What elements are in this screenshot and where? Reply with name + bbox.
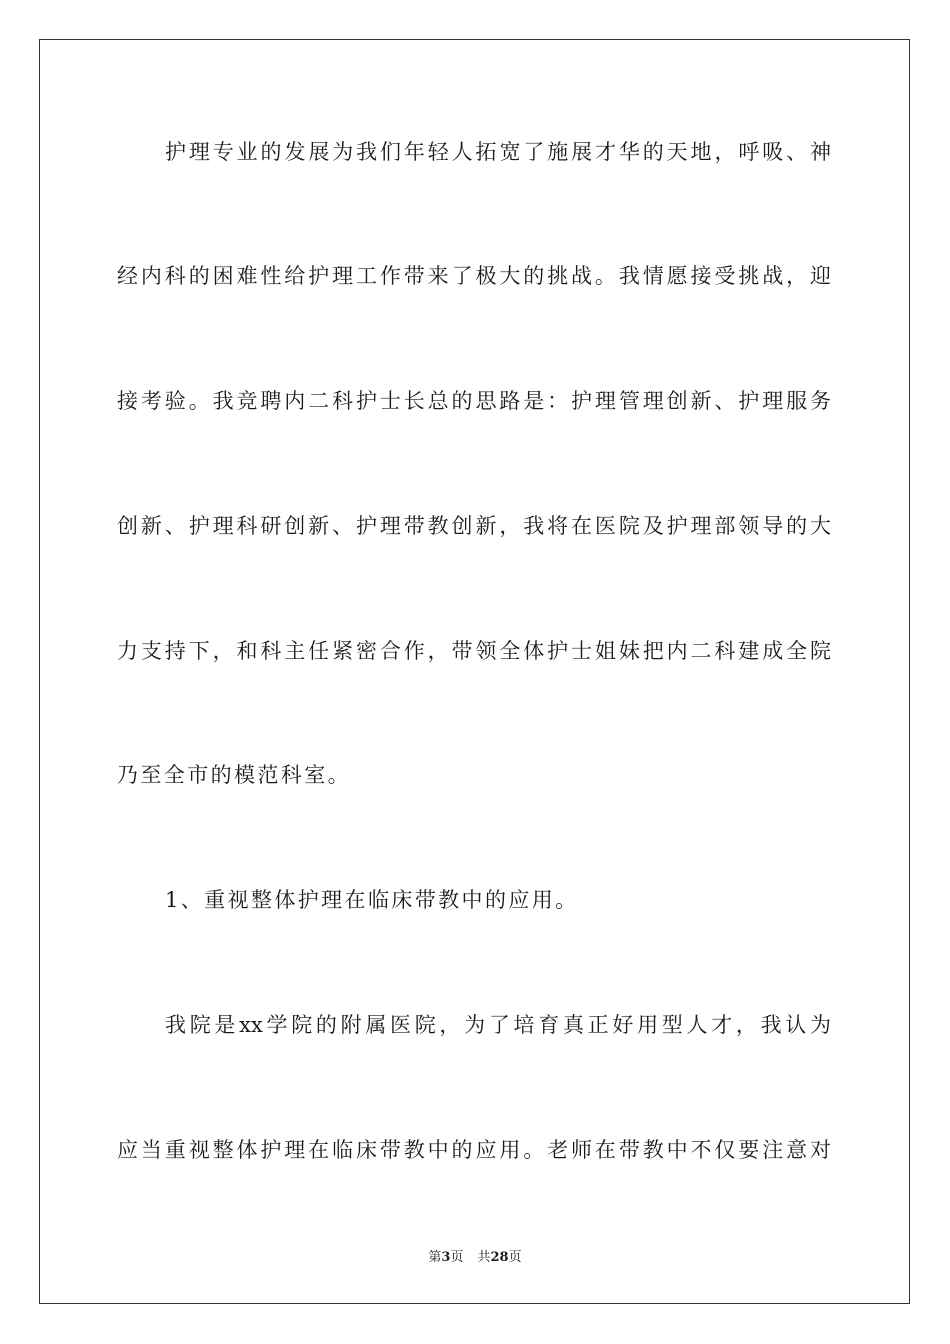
paragraph-line-5: 力支持下，和科主任紧密合作，带领全体护士姐妹把内二科建成全院 — [117, 639, 831, 663]
footer-page-number: 3 — [441, 1250, 451, 1265]
section-heading: 1、重视整体护理在临床带教中的应用。 — [165, 888, 579, 912]
paragraph-line-9: 应当重视整体护理在临床带教中的应用。老师在带教中不仅要注意对 — [117, 1138, 831, 1162]
page-footer — [0, 1249, 950, 1267]
paragraph-line-2: 经内科的困难性给护理工作带来了极大的挑战。我情愿接受挑战，迎 — [117, 264, 831, 288]
page-border — [39, 39, 910, 1304]
paragraph-line-6: 乃至全市的模范科室。 — [117, 763, 351, 787]
paragraph-line-4: 创新、护理科研创新、护理带教创新，我将在医院及护理部领导的大 — [117, 514, 831, 538]
footer-page-suffix: 页 — [450, 1250, 464, 1265]
footer-total-number: 28 — [490, 1250, 509, 1265]
paragraph-line-8: 我院是xx学院的附属医院，为了培育真正好用型人才，我认为 — [165, 1013, 831, 1037]
paragraph-line-1: 护理专业的发展为我们年轻人拓宽了施展才华的天地，呼吸、神 — [165, 140, 831, 164]
paragraph-line-3: 接考验。我竞聘内二科护士长总的思路是：护理管理创新、护理服务 — [117, 389, 831, 413]
footer-total-suffix: 页 — [508, 1250, 522, 1265]
footer-total-prefix: 共 — [477, 1250, 491, 1265]
footer-page-prefix: 第 — [428, 1250, 442, 1265]
